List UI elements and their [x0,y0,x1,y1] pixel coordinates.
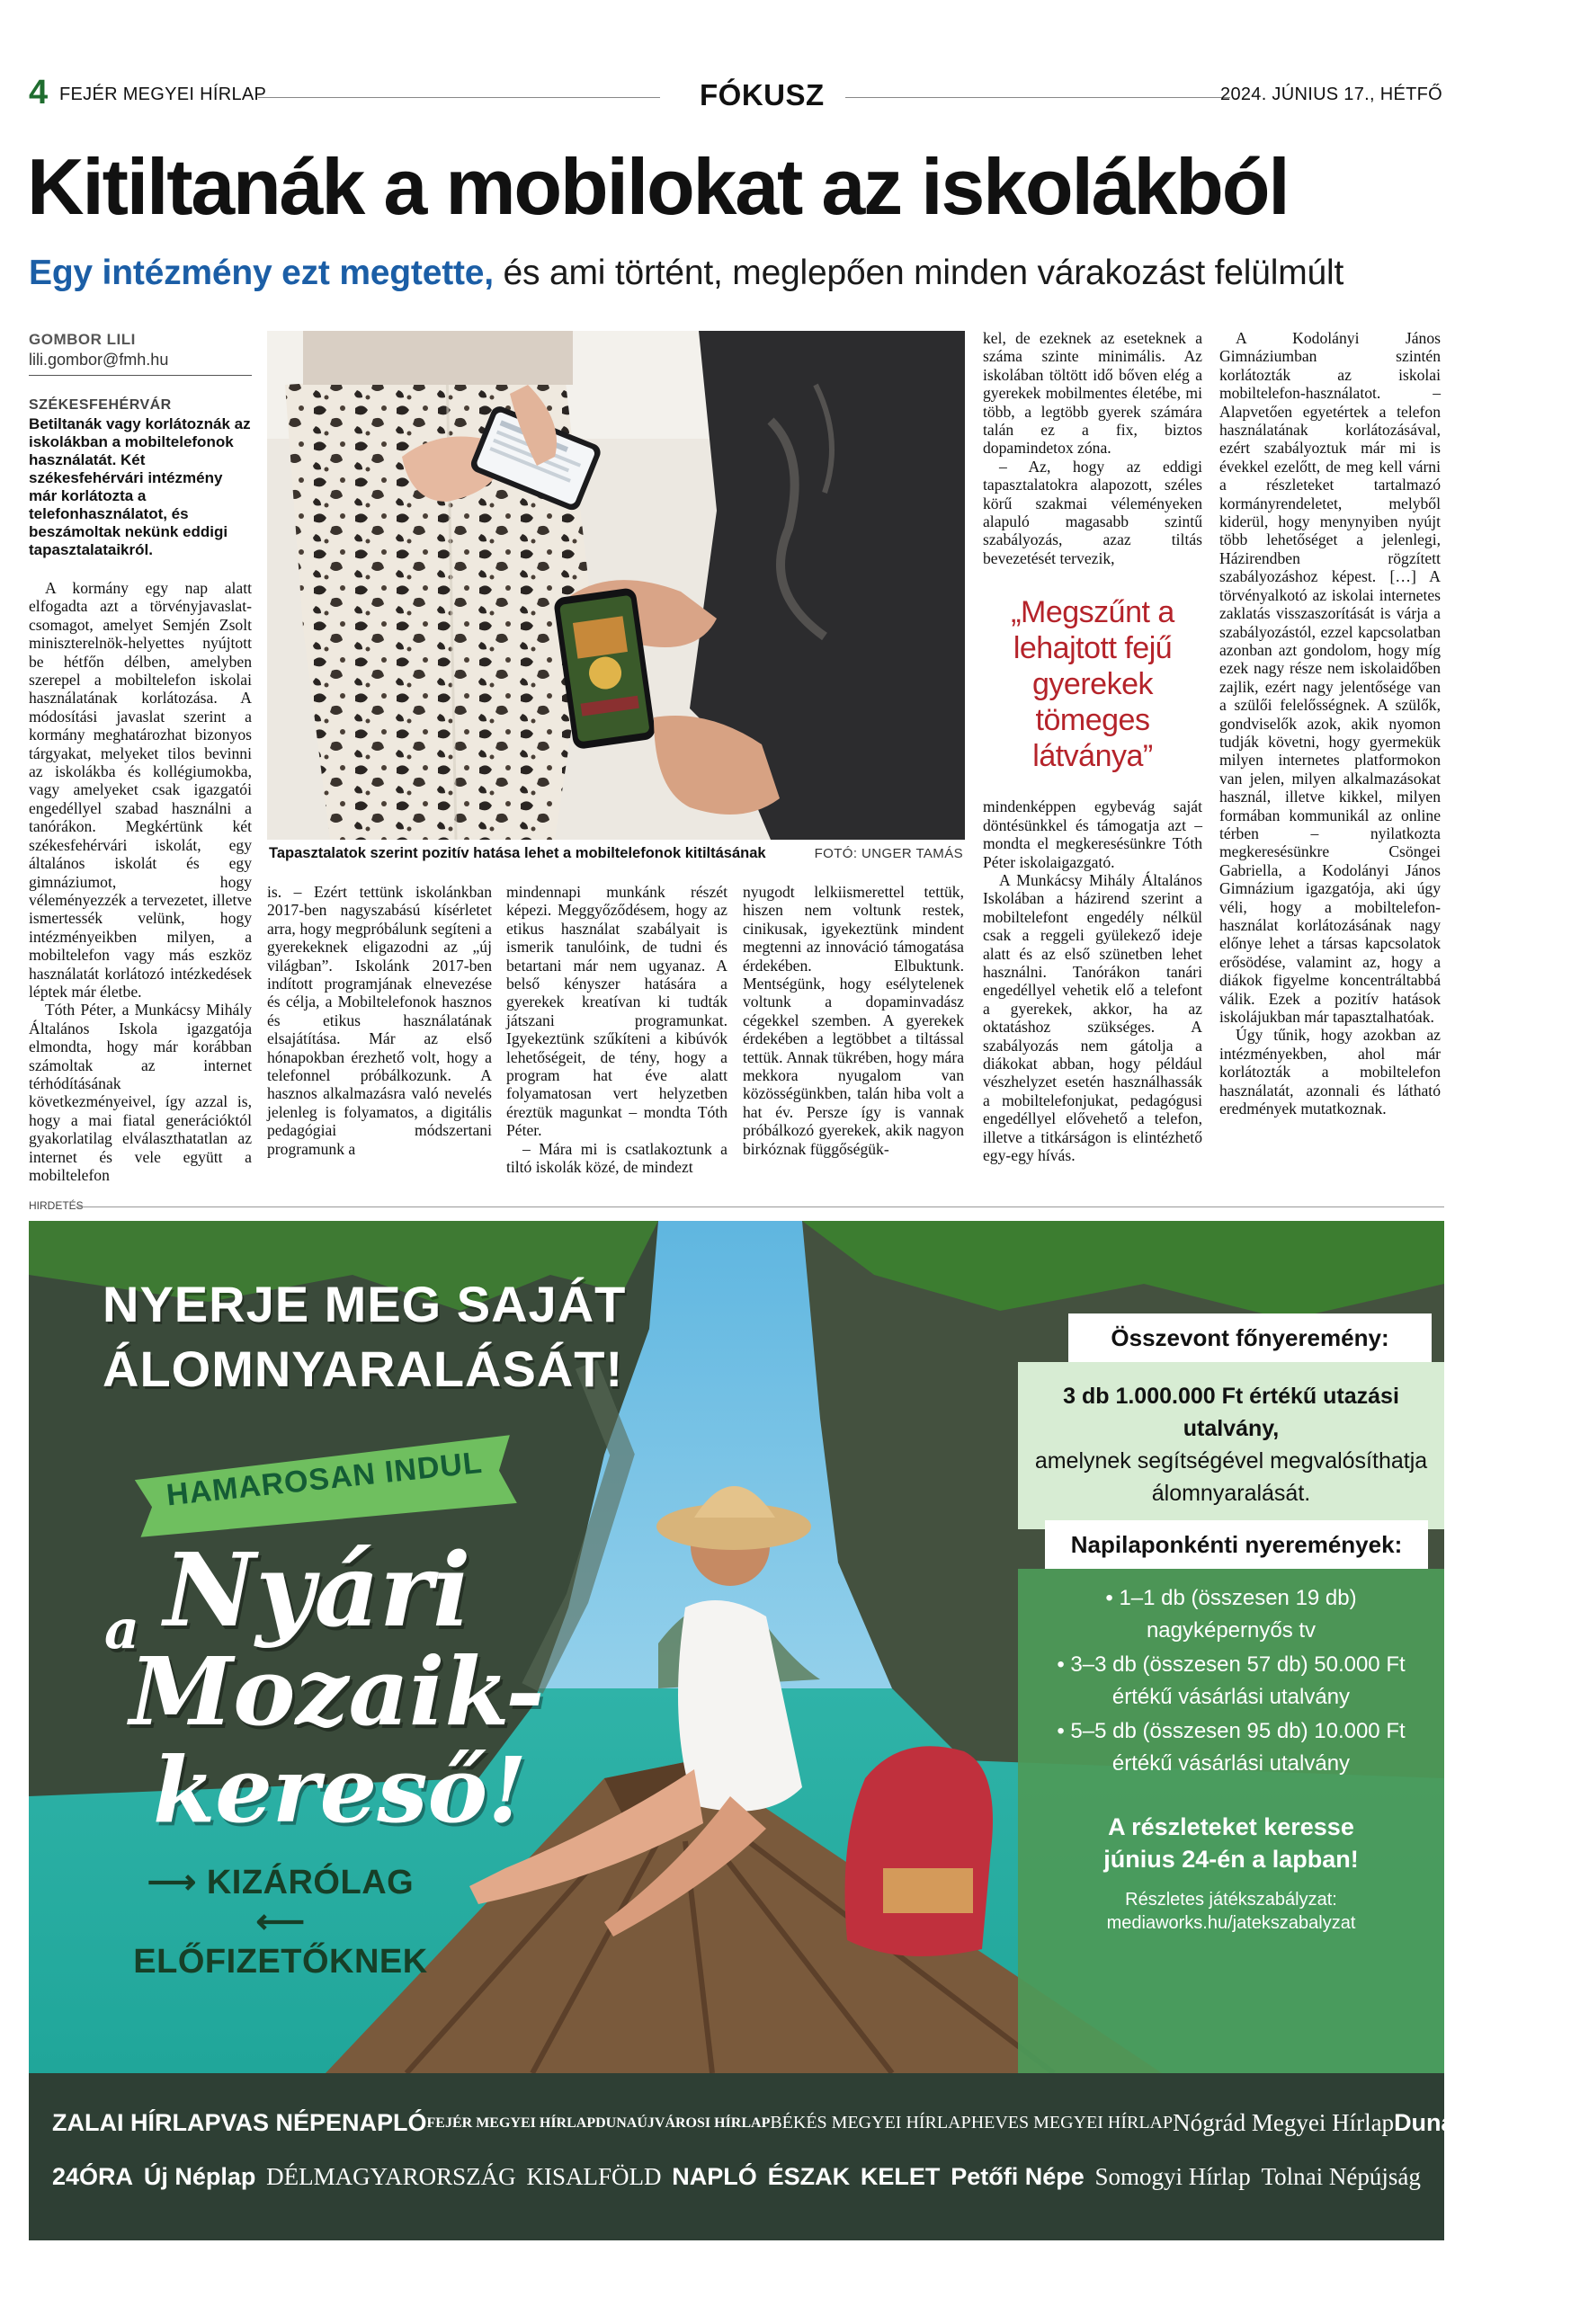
page-number: 4 [29,74,49,111]
exclusive-line-1: ⟶ KIZÁRÓLAG ⟵ [147,1864,415,1941]
paragraph: A Kodolányi János Gimnáziumban szintén korlátozták az iskolai mobiltelefon-használatot. – Alapvetően egyetértek a telefon használatának korlátozásával, ezért szabályoztuk már mi is évekkel ezelőtt, de meg kell várni a részleteket tartalmazó kormányrendeletet, melyből kiderül, hogy menynyiben nyújt több lehetőséget a jelenlegi, Házirendben rögzített szabályozáshoz képest. […] A törvényalkotó az iskolai internetes zaklatás visszaszorítását is várja a szabályozástól, ezzel kapcsolatban azonban azt gondolom, hogy míg ezek nagy része nem iskolaidőben zajlik, ezért nagy jelentősége van a szülői felelősségnek. A szülők, gondviselők azok, akik nyomon tudják követni, hogy gyermekük milyen internetes platformokon van jelen, milyen alkalmazásokat használ, illetve kikkel, milyen formában kommunikál az online térben – nyilatkozta megkeresésünkre Csöngei Gabriella, a Kodolányi János Gimnázium igazgatója, aki úgy véli, hogy a mobiltelefon-használat korlátozásának nagy előnye lehet a társas kapcsolatok erősödése, valamint az, hogy a diákok figyelme koncentráltabbá válik. Ezek a pozitív hatások iskolájukban már tapasztalhatóak. [1219,329,1441,1027]
page-header [29,74,1442,115]
masthead-logo: NAPLÓ [672,2163,757,2190]
grand-prize-title: Összevont főnyeremény: [1068,1313,1432,1362]
ad-headline-line-1: NYERJE MEG SAJÁT [103,1276,627,1332]
paragraph: A kormány egy nap alatt elfogadta azt a törvényjavaslat-csomagot, amelyet Semjén Zsolt miniszterelnök-helyettes nyújtott be hétfőn délben, amelyben szerepel a mobiltelefon iskolai használatának korlátozása. A módosítási javaslat szerint a kormány meghatározhat bizonyos tárgyakat, melyeket tilos bevinni az iskolákba és kollégiumokba, vagy amelyeket csak igazgatói engedéllyel szabad használni a tanórákon. Megkértünk két székesfehérvári iskolát, egy általános iskolát és egy gimnáziumot, hogy véleményezzék a tervezetet, illetve ismertessék velünk, hogy intézményeikben milyen, a mobiltelefon vagy más eszköz használatát korlátozó intézkedések léptek már életbe. [29,579,252,1001]
photo-caption-bar [267,845,965,867]
exclusive-line-2: ELŐFIZETŐKNEK [133,1943,428,1981]
paragraph: Tóth Péter, a Munkácsy Mihály Általános Iskola igazgatója elmondta, hogy már korábban számoltak az internet térhódításának következményeivel, így azzal is, hogy a mai fiatal generációktól gyakorlatilag elválaszthatatlan az internet és vele együtt a mobiltelefon [29,1001,252,1184]
byline-rule [29,375,252,376]
advertisement[interactable] [29,1221,1580,2240]
photo-caption: Tapasztalatok szerint pozitív hatása lehet a mobiltelefonok kitiltásának [269,845,766,861]
pull-quote: „Megszűnt a lehajtott fejű gyerekek tömeges látványa” [1011,595,1174,774]
paragraph: mindennapi munkánk részét képezi. Meggyőződésem, hogy az etikus használat szabályait is ismerik tanulóink, de tudni és betartani már nem ugyanaz. A belső kényszer hatására a gyerekek kreatívan ki tudták játszani programunkat. Igyekeztünk szűkíteni a kibúvók lehetőségeit, de tény, hogy a program hat éve alatt folyamatosan vert helyzetben éreztük magunkat – mondta Tóth Péter. [506,883,728,1140]
masthead-logo: ÉSZAK [767,2163,851,2190]
photo-credit: FOTÓ: UNGER TAMÁS [814,846,963,861]
masthead-logo: ZALAI HÍRLAP [52,2109,221,2136]
article-subheadline [29,252,1450,295]
ad-script-a: a [104,1598,139,1661]
photo-students-with-phones [267,331,965,840]
subheadline-highlight: Egy intézmény ezt megtette, [29,254,494,292]
ad-script-line-1: Nyári [164,1532,471,1650]
column-1-body [29,579,252,1184]
ribbon-text: HAMAROSAN INDUL [165,1445,485,1513]
paragraph: Úgy tűnik, hogy azokban az intézményekben, ahol már korlátozták a mobiltelefon használatát, azonnali és látható eredmények mutatkoznak. [1219,1026,1441,1118]
masthead-row-2 [52,2163,1421,2191]
column-2-body [267,883,492,1158]
paragraph: is. – Ezért tettünk iskolánkban 2017-ben nagyszabású kísérletet arra, hogy megpróbálunk segíteni a gyerekeknek eligazodni az „új világban”. Iskolánk 2017-ben indított programjának elnevezése és célja, a Mobiltelefonok hasznos és etikus használatának elsajátítása. Már az első hónapokban érezhető volt, hogy a telefonnel próbálkozunk. A hasznos alkalmazásra való nevelés jelenleg is folyamatos, a digitális pedagógiai módszertani programunk a [267,883,492,1158]
ad-headline-line-2: ÁLOMNYARALÁSÁT! [103,1340,624,1397]
masthead-logo: BÉKÉS MEGYEI HÍRLAP [770,2113,971,2133]
byline-author: GOMBOR LILI [29,331,136,348]
grand-prize-text: amelynek segítségével megvalósíthatja álomnyaralását. [1034,1448,1428,1506]
ad-script-line-2: Mozaik- [129,1636,545,1747]
paragraph: – Az, hogy az eddigi tapasztalatokra alapozott, széles körű szakmai véleményeken alapuló magasabb szintű szabályozás, azaz tiltás bevezetését tervezik, [983,457,1202,567]
paragraph: mindenképpen egybevág saját döntésünkkel és támogatja azt – mondta el megkeresésünkre Tóth Péter iskolaigazgató. [983,797,1202,871]
column-5-body [983,329,1202,1164]
ad-exclusive-note [119,1863,442,1981]
ad-script-line-3: kereső! [153,1737,528,1843]
daily-prize-item: • 1–1 db (összesen 19 db) nagyképernyős tv [1105,1586,1357,1643]
masthead-logo: Petőfi Népe [951,2163,1085,2190]
arrow-left-icon: ⟵ [255,1903,306,1941]
daily-prize-title: Napilaponkénti nyeremények: [1045,1520,1428,1569]
grand-prize-panel [1018,1362,1444,1529]
column-6-body [1219,329,1441,1117]
masthead-logo: FEJÉR MEGYEI HÍRLAP [426,2115,596,2131]
masthead-logo: Tolnai Népújság [1261,2163,1421,2190]
masthead-logo: Nógrád Megyei Hírlap [1173,2109,1395,2136]
daily-prize-item: • 3–3 db (összesen 57 db) 50.000 Ft értékű vásárlási utalvány [1057,1652,1406,1709]
header-rule-left [258,97,660,98]
left-column [29,331,252,1184]
masthead-logo: VAS NÉPE [220,2109,343,2136]
article-headline: Kitiltanák a mobilokat az iskolákból [27,142,1289,231]
grand-prize-bold: 3 db 1.000.000 Ft értékű utazási utalvány, [1063,1384,1399,1441]
masthead-logo: KISALFÖLD [526,2163,662,2190]
section-title: FÓKUSZ [700,78,825,111]
masthead-logo: Dunántúli Napló [1394,2109,1580,2136]
masthead-logo: KELET [860,2163,941,2190]
ad-masthead-strip [29,2073,1580,2240]
masthead-logo: Somogyi Hírlap [1094,2163,1251,2190]
paragraph: nyugodt lelkiismerettel tettük, hiszen nem voltunk restek, cinikusak, igyekeztünk mindent megtenni az innováció támogatása érdekében. Elbuktunk. Mentségünk, hogy esélytelenek voltunk a dopaminvadász cégekkel szemben. A gyerekek érdekében a legtöbbet a tiltással tettük. Annak tükrében, hogy mára mekkora nyugalom van közösségünkben, talán hiba volt a hat év. Persze így is vannak próbálkozó gyerekek, akik nagyon birkóznak függőségük- [743,883,964,1158]
paragraph: A Munkácsy Mihály Általános Iskolában a házirend szerint a mobiltelefont engedély nélkül csak a reggeli gyülekező ideje alatt és az első szünetben lehet használni. Tanórákon tanári engedéllyel vehetik elő a telefont a gyerekek, akkor, ha az oktatáshoz szükséges. A szabályozás nem gátolja a diákokat abban, hogy például vészhelyzet esetén használhassák a mobiltelefonjukat, pedagógusi engedéllyel elővehető a telefon, illetve a titkárságon is elintézhető egy-egy hívás. [983,870,1202,1164]
ad-rules-link[interactable]: Részletes játékszabályzat: mediaworks.hu/jatekszabalyzat [1106,1890,1356,1933]
column-4-body [743,883,964,1158]
masthead-logo: NAPLÓ [342,2109,427,2136]
masthead-logo: DUNAÚJVÁROSI HÍRLAP [595,2115,771,2131]
dateline: SZÉKESFEHÉRVÁR [29,397,172,413]
article-lead: Betiltanák vagy korlátoznák az iskolákban a mobiltelefonok használatát. Két székesfehérvári intézmény már korlátozta a telefonhasználatot, és beszámoltak nekünk eddigi tapasztalataikról. [29,415,251,558]
arrow-right-icon: ⟶ [147,1864,207,1901]
subheadline-rest: és ami történt, meglepően minden várakozást felülmúlt [493,254,1344,292]
column-3-body [506,883,728,1177]
publication-name: FEJÉR MEGYEI HÍRLAP [59,85,267,104]
masthead-logo: 24ÓRA [52,2163,134,2190]
ad-call-to-action: A részleteket keresse június 24-én a lapban! [1103,1813,1359,1873]
byline-email[interactable]: lili.gombor@fmh.hu [29,351,169,369]
ad-label: HIRDETÉS [29,1199,84,1212]
article-photo [267,331,965,840]
issue-date: 2024. JÚNIUS 17., HÉTFŐ [1220,85,1442,104]
masthead-logo: HEVES MEGYEI HÍRLAP [970,2113,1174,2133]
paragraph: – Mára mi is csatlakoztunk a tiltó iskolák közé, de mindezt [506,1139,728,1177]
daily-prize-item: • 5–5 db (összesen 95 db) 10.000 Ft értékű vásárlási utalvány [1057,1719,1406,1776]
masthead-logo: Új Néplap [143,2163,256,2190]
paragraph: kel, de ezeknek az eseteknek a száma szinte minimális. Az iskolában töltött idő bőven elég a gyerekek mobilmentes életébe, mi több, a legtöbb gyerek számára talán ez a fix, biztos dopamindetox zóna. [983,329,1202,458]
masthead-row-1 [52,2109,1580,2137]
masthead-logo: DÉLMAGYARORSZÁG [266,2163,516,2190]
header-rule-right [845,97,1230,98]
